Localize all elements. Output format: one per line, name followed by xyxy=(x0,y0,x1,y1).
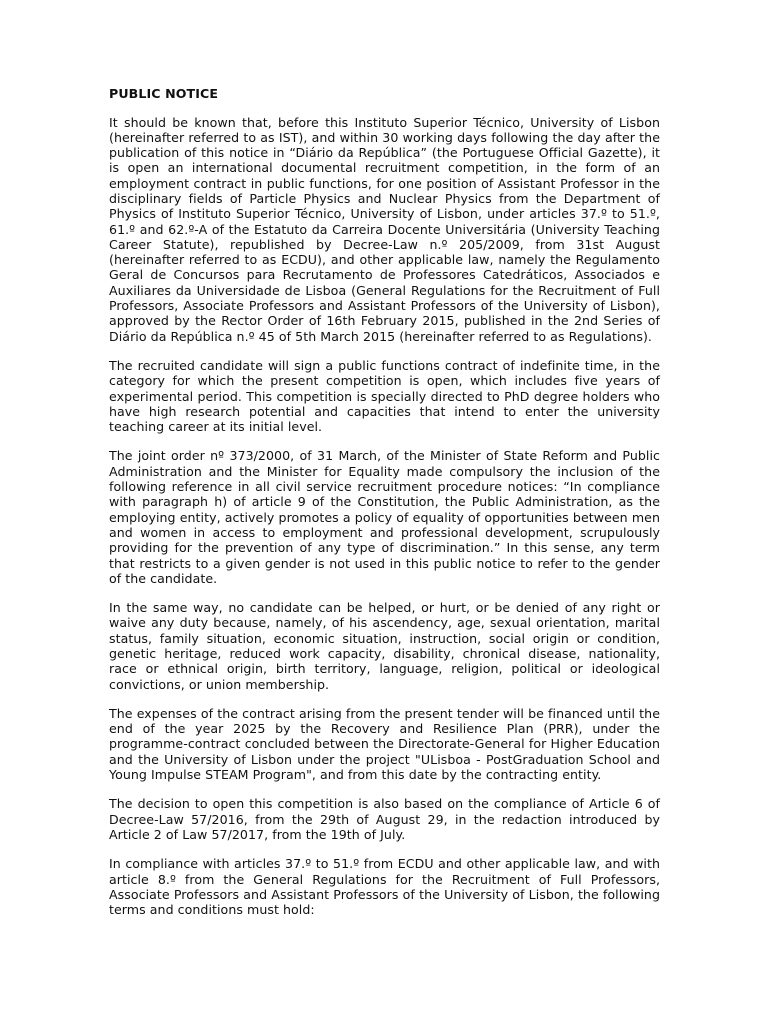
paragraph-financing: The expenses of the contract arising from the present tender will be financed until the end of the year 2025 by the Recovery and Resilience Plan (PRR), under the programme-contract concluded between the Directorate-General for Higher Education and the University of Lisbon under the project "ULisboa - PostGraduation School and Young Impulse STEAM Program", and from this date by the contracting entity. xyxy=(109,705,660,783)
page-title: PUBLIC NOTICE xyxy=(109,86,219,101)
paragraph-intro: It should be known that, before this Instituto Superior Técnico, University of Lisbon (hereinafter referred to as IST), and within 30 working days following the day after the publication of this notice in “Diário da República” (the Portuguese Official Gazette), it is open an international documental recruitment competition, in the form of an employment contract in public functions, for one position of Assistant Professor in the disciplinary fields of Particle Physics and Nuclear Physics from the Department of Physics of Instituto Superior Técnico, University of Lisbon, under articles 37.º to 51.º, 61.º and 62.º-A of the Estatuto da Carreira Docente Universitária (University Teaching Career Statute), republished by Decree-Law n.º 205/2009, from 31st August (hereinafter referred to as ECDU), and other applicable law, namely the Regulamento Geral de Concursos para Recrutamento de Professores Catedráticos, Associados e Auxiliares da Universidade de Lisboa (General Regulations for the Recruitment of Full Professors, Associate Professors and Assistant Professors of the University of Lisbon), approved by the Rector Order of 16th February 2015, published in the 2nd Series of Diário da República n.º 45 of 5th March 2015 (hereinafter referred to as Regulations). xyxy=(109,114,660,344)
paragraph-decree-law: The decision to open this competition is also based on the compliance of Article 6 of Decree-Law 57/2016, from the 29th of August 29, in the redaction introduced by Article 2 of Law 57/2017, from the 19th of July. xyxy=(109,796,660,842)
paragraph-contract: The recruited candidate will sign a public functions contract of indefinite time, in the category for which the present competition is open, which includes five years of experimental period. This competition is specially directed to PhD degree holders who have high research potential and capacities that intend to enter the university teaching career at its initial level. xyxy=(109,357,660,435)
paragraph-equality: The joint order nº 373/2000, of 31 March, of the Minister of State Reform and Public Administration and the Minister for Equality made compulsory the inclusion of the following reference in all civil service recruitment procedure notices: “In compliance with paragraph h) of article 9 of the Constitution, the Public Administration, as the employing entity, actively promotes a policy of equality of opportunities between men and women in access to employment and professional development, scrupulously providing for the prevention of any type of discrimination.” In this sense, any term that restricts to a given gender is not used in this public notice to refer to the gender of the candidate. xyxy=(109,448,660,586)
document-page xyxy=(109,86,660,931)
paragraph-non-discrimination: In the same way, no candidate can be helped, or hurt, or be denied of any right or waive any duty because, namely, of his ascendency, age, sexual orientation, marital status, family situation, economic situation, instruction, social origin or condition, genetic heritage, reduced work capacity, disability, chronical disease, nationality, race or ethnical origin, birth territory, language, religion, political or ideological convictions, or union membership. xyxy=(109,600,660,692)
paragraph-terms: In compliance with articles 37.º to 51.º from ECDU and other applicable law, and with article 8.º from the General Regulations for the Recruitment of Full Professors, Associate Professors and Assistant Professors of the University of Lisbon, the following terms and conditions must hold: xyxy=(109,856,660,918)
